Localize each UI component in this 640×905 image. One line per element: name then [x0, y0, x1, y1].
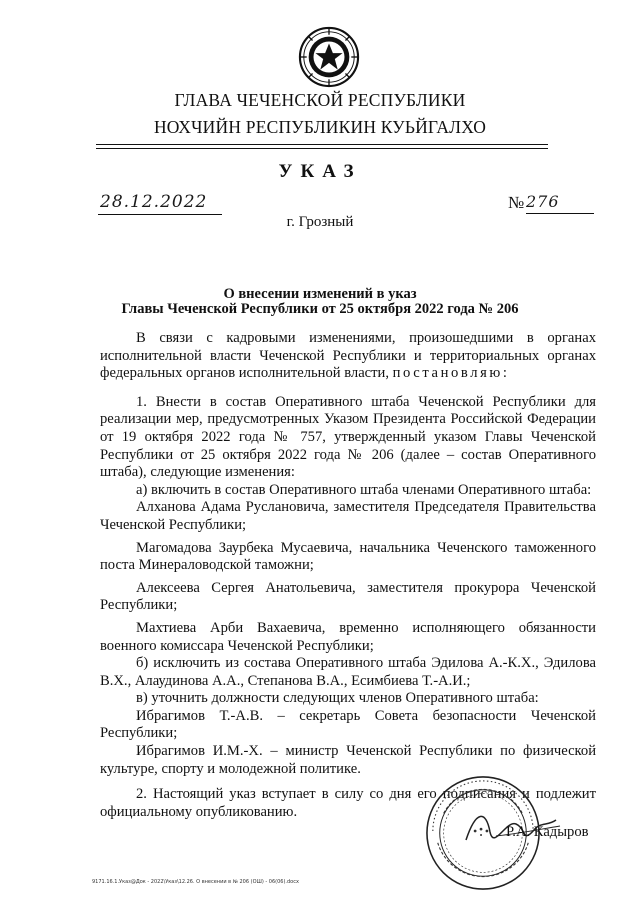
- document-date-field: [98, 192, 222, 215]
- item-2-paragraph: 2. Настоящий указ вступает в силу со дня его подписания и подлежит официальному опубликованию.: [100, 786, 596, 820]
- issuer-title-russian: ГЛАВА ЧЕЧЕНСКОЙ РЕСПУБЛИКИ: [174, 90, 466, 110]
- item-1a-paragraph: а) включить в состав Оперативного штаба членами Оперативного штаба:: [136, 481, 592, 498]
- preamble-paragraph: [100, 330, 596, 383]
- signatory-name: Р.А. Кадыров: [506, 824, 589, 840]
- coat-of-arms-emblem-icon: [298, 26, 360, 88]
- member-entry: Махтиева Арби Вахаевича, временно исполняющего обязанности военного комиссара Чеченской Республики;: [100, 619, 596, 654]
- preamble-text: В связи с кадровыми изменениями, произошедшими в органах исполнительной власти Чеченской Республики и территориальных органах федеральных органов исполнительной власти,: [100, 330, 596, 382]
- item-1c-paragraph: в) уточнить должности следующих членов Оперативного штаба:: [136, 690, 539, 707]
- header-divider-line: [96, 148, 548, 149]
- document-type-heading: УКАЗ: [278, 161, 362, 182]
- document-date: 28.12.2022: [100, 192, 208, 212]
- number-sign: №: [508, 193, 525, 212]
- position-entry: Ибрагимов Т.-А.В. – секретарь Совета безопасности Чеченской Республики;: [100, 707, 596, 742]
- document-title-line-1: О внесении изменений в указ: [223, 286, 417, 302]
- document-number-field: [508, 192, 560, 213]
- decree-word: постановляю:: [392, 365, 510, 382]
- document-body: [100, 330, 596, 821]
- document-number: 276: [526, 192, 560, 211]
- member-entry: Алханова Адама Руслановича, заместителя Председателя Правительства Чеченской Республики;: [100, 499, 596, 533]
- member-entry: Магомадова Заурбека Мусаевича, начальника Чеченского таможенного поста Минераловодской таможни;: [100, 539, 596, 574]
- item-1b-paragraph: б) исключить из состава Оперативного штаба Эдилова А.-К.Х., Эдилова В.Х., Алаудинова А.А., Степанова В.А., Есимбиева Т.-А.И.;: [100, 655, 596, 689]
- position-entry: Ибрагимов И.М.-Х. – министр Чеченской Республики по физической культуре, спорту и молодежной политике.: [100, 743, 596, 777]
- item-1-paragraph: 1. Внести в состав Оперативного штаба Чеченской Республики для реализации мер, предусмотренных Указом Президента Российской Федерации от 19 октября 2022 года № 757, утвержденный указом Главы Чеченской Республики от 25 октября 2022 года № 206 (далее – состав Оперативного штаба), следующие изменения:: [100, 393, 596, 481]
- file-path-footer: 9171.16.1.Указ@Док - 2022\Указ\12.26. О внесении в № 206 (ОШ) - 06(06).docx: [92, 879, 299, 885]
- header-divider-line: [96, 144, 548, 145]
- issuer-title-chechen: НОХЧИЙН РЕСПУБЛИКИН КУЬЙГАЛХО: [153, 117, 487, 137]
- member-entry: Алексеева Сергея Анатольевича, заместителя прокурора Чеченской Республики;: [100, 579, 596, 614]
- document-title-line-2: Главы Чеченской Республики от 25 октября 2022 года № 206: [121, 301, 519, 317]
- issue-city: г. Грозный: [286, 214, 354, 230]
